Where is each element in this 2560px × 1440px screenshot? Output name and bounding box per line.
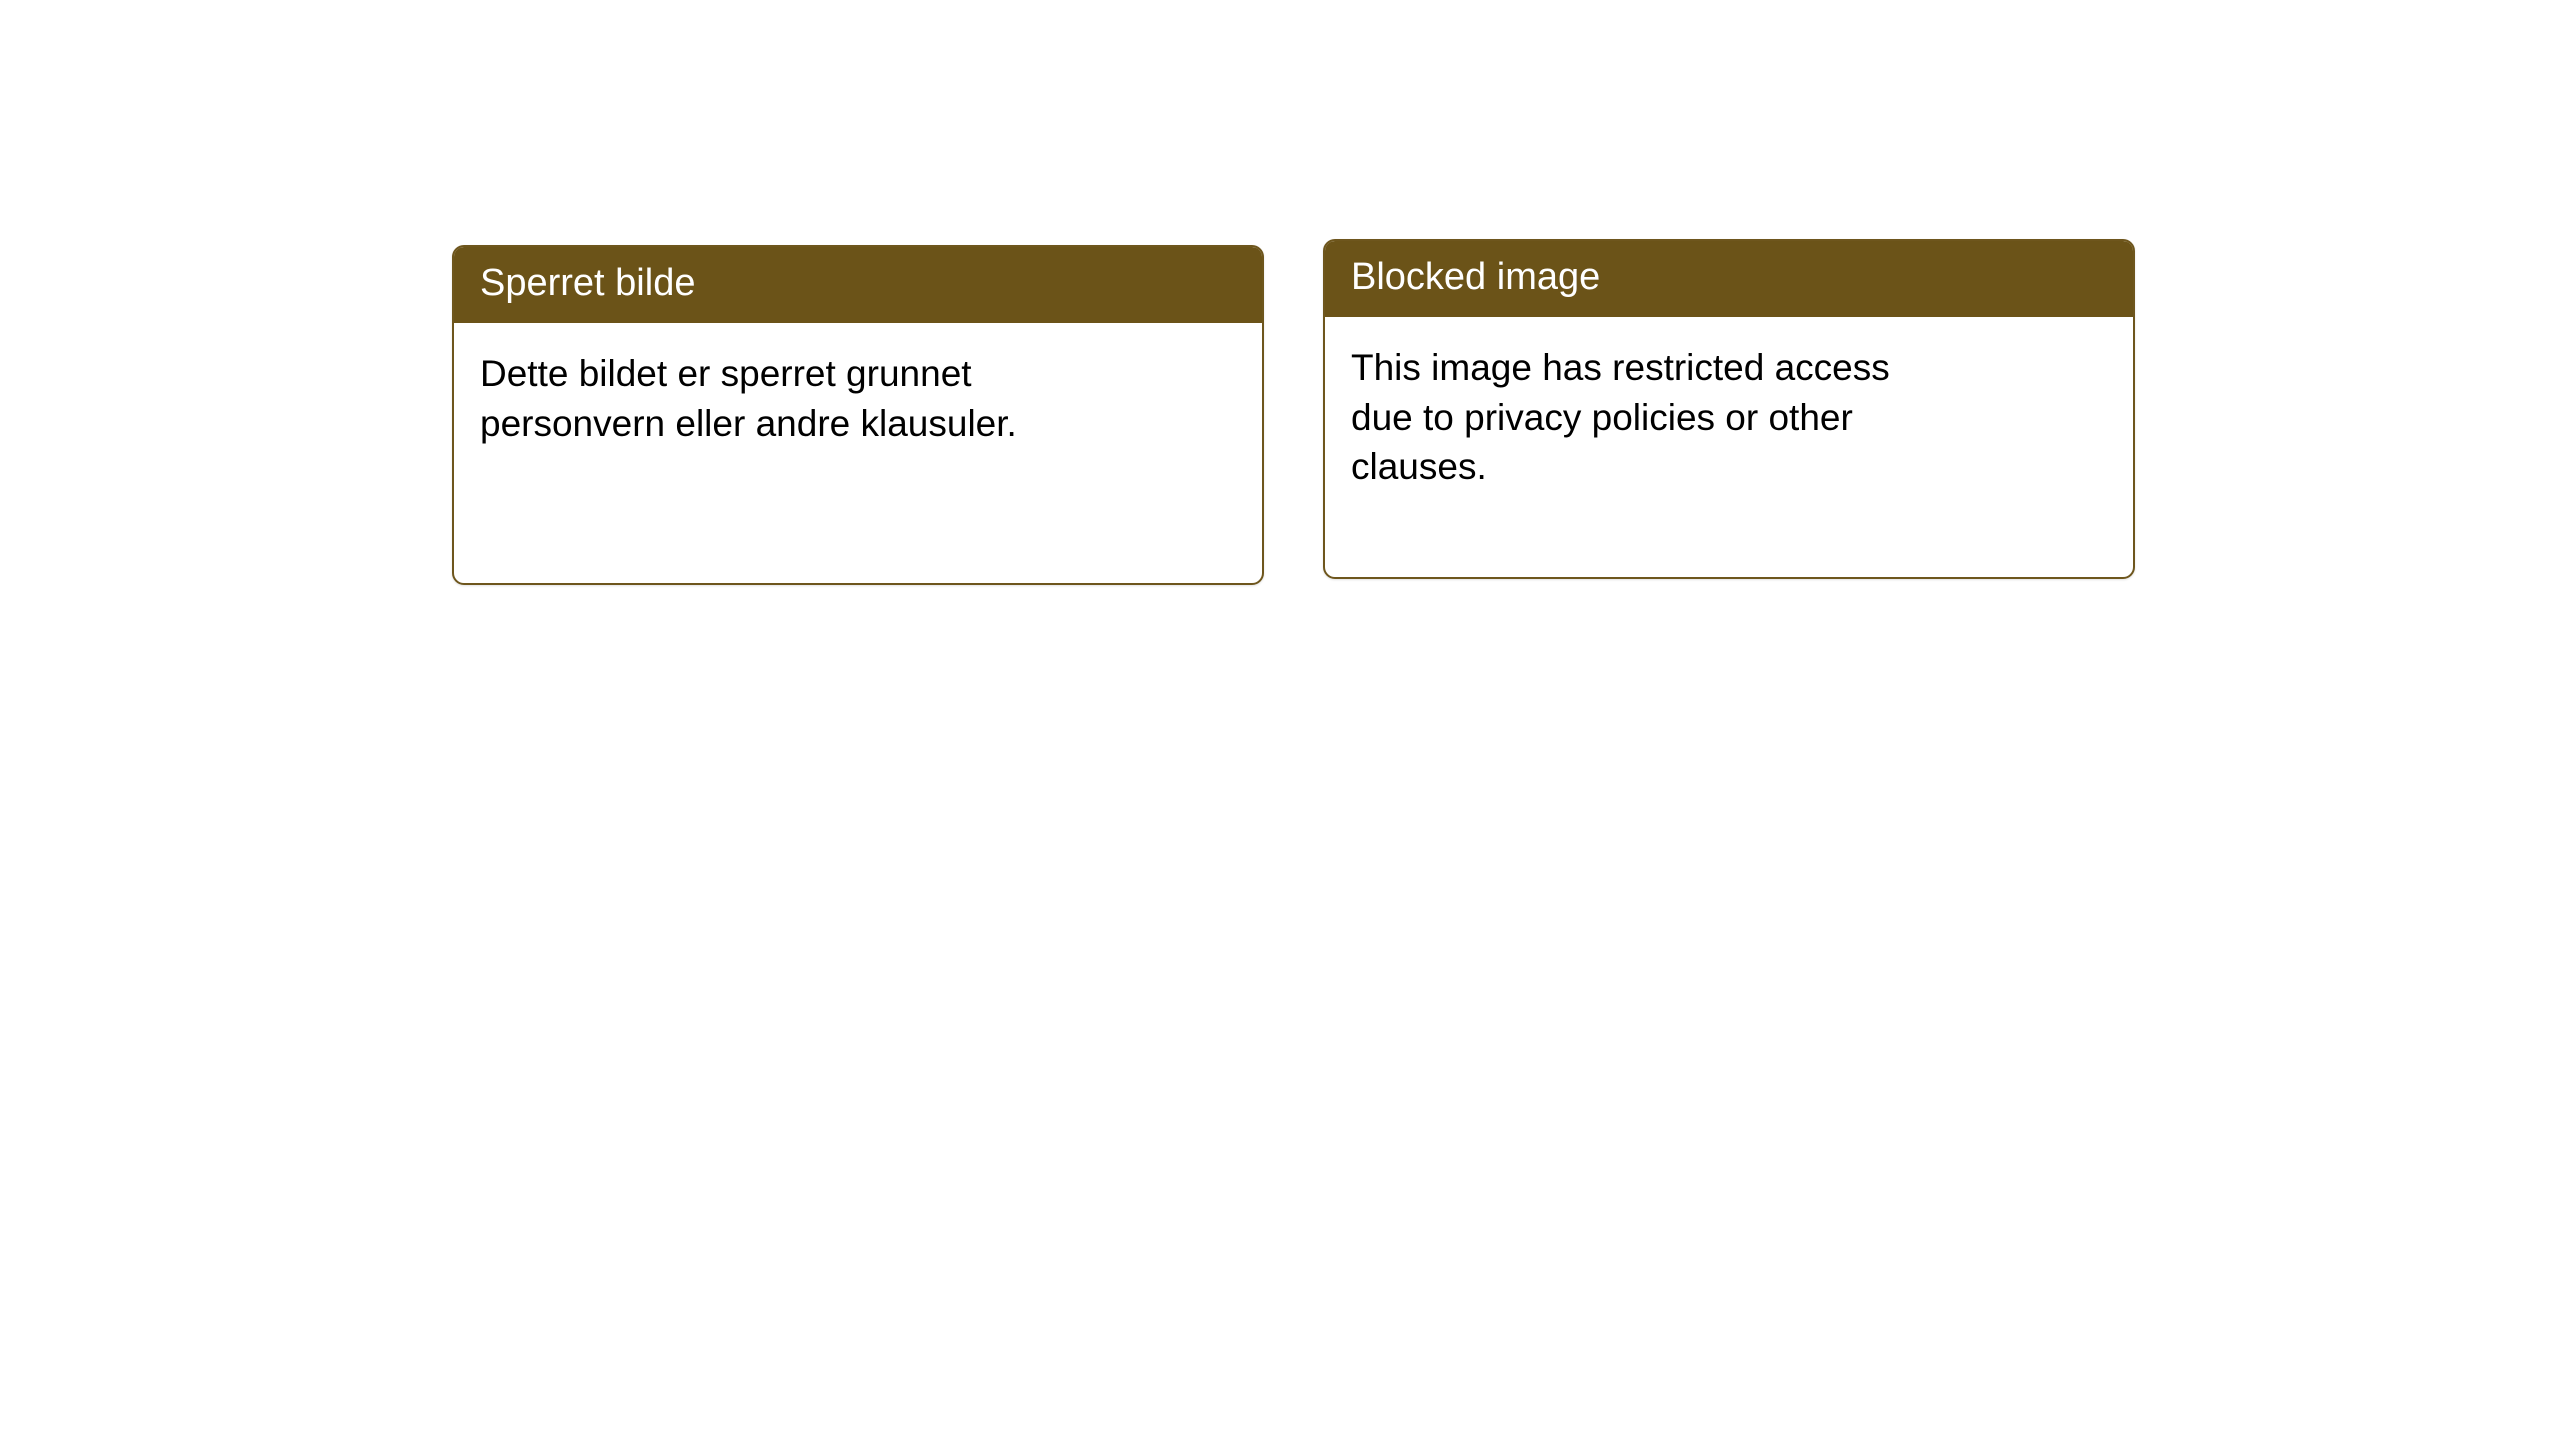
blocked-image-notice-card-norwegian [452, 245, 1264, 585]
card-message-norwegian: Dette bildet er sperret grunnet personvern eller andre klausuler. [480, 352, 1017, 444]
card-body-norwegian [454, 323, 1134, 449]
blocked-image-notice-card-english [1323, 239, 2135, 579]
card-message-english: This image has restricted access due to privacy policies or other clauses. [1351, 346, 1890, 488]
card-title-english: Blocked image [1325, 241, 2133, 317]
card-body-english [1325, 317, 1985, 493]
card-title-norwegian: Sperret bilde [454, 247, 1262, 323]
